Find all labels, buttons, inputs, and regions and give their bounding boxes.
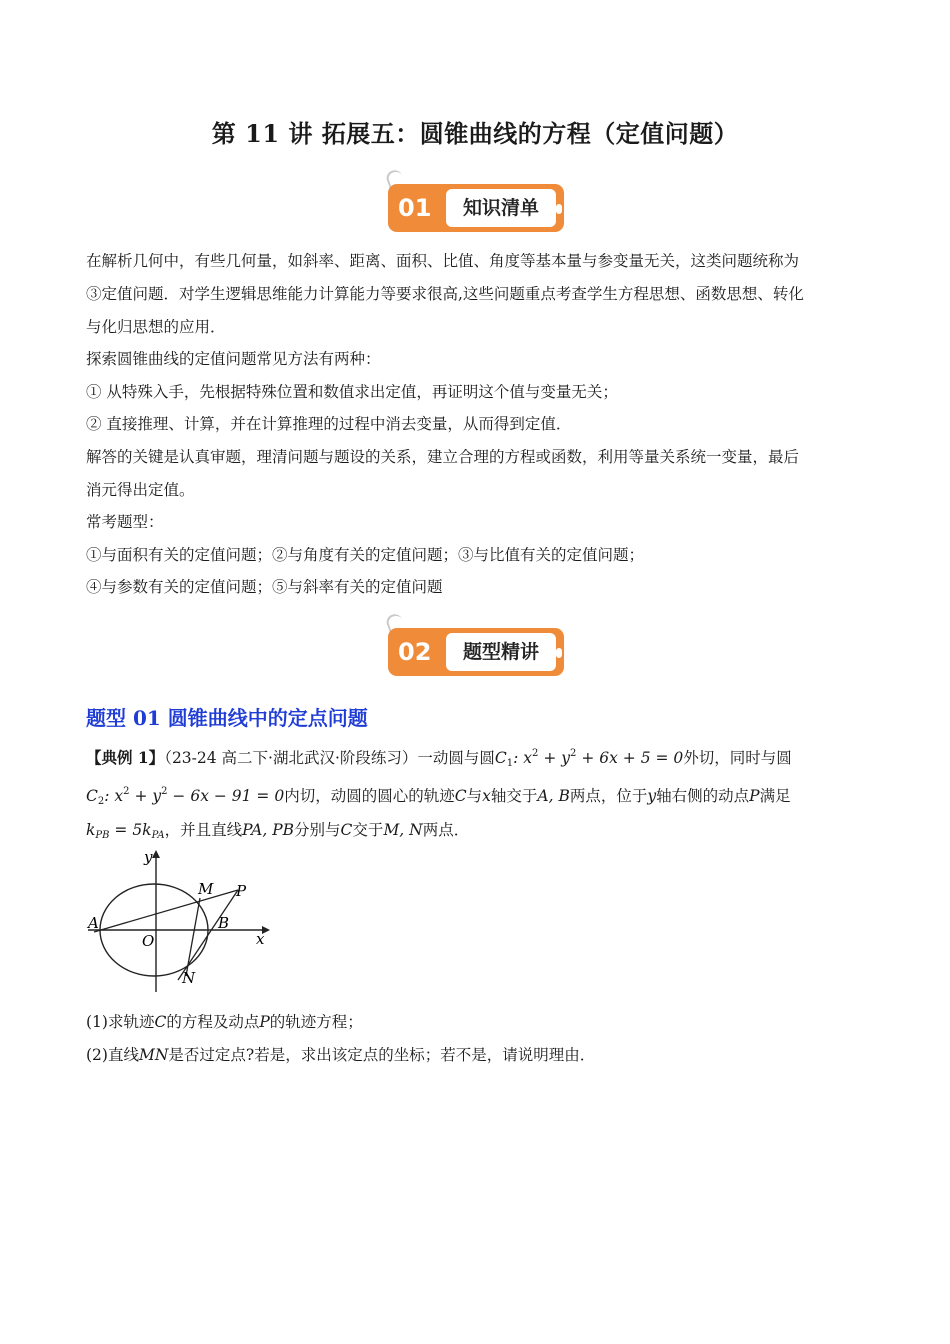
example-line-2 (86, 784, 791, 807)
math-sup: 2 (532, 748, 539, 759)
text: 是否过定点?若是，求出该定点的坐标；若不是，请说明理由． (168, 1046, 596, 1064)
math-sub: 1 (506, 758, 514, 769)
intro-line: 探索圆锥曲线的定值问题常见方法有两种： (86, 350, 381, 368)
math: P (259, 1013, 270, 1031)
math: k (86, 821, 96, 839)
example-source: （23-24 高二下·湖北武汉·阶段练习）一动圆与圆 (164, 749, 495, 767)
math: MN (138, 1046, 169, 1064)
line-pb (178, 890, 238, 980)
label-y: y (144, 848, 153, 866)
text: (1)求轨迹 (86, 1013, 155, 1031)
text: 两点． (422, 821, 470, 839)
math-c1: C (494, 749, 507, 767)
example-line-3 (86, 818, 469, 841)
math-sup: 2 (161, 786, 168, 797)
line-pa (94, 890, 238, 932)
math-c2: C (86, 787, 98, 805)
badge-dot (556, 648, 562, 658)
math-eq: + 6x + 5 = 0 (576, 749, 684, 767)
math-sup: 2 (570, 748, 577, 759)
text: (2)直线 (86, 1046, 139, 1064)
intro-line: 解答的关键是认真审题，理清问题与题设的关系，建立合理的方程或函数，利用等量关系统一变量，最后 (86, 448, 800, 466)
badge-number: 02 (398, 638, 432, 666)
text: ，并且直线 (164, 821, 243, 839)
label-b: B (218, 914, 230, 932)
badge-label: 知识清单 (446, 189, 556, 227)
math: y (647, 787, 657, 805)
question-2 (86, 1043, 595, 1065)
page-title: 第 11 讲 拓展五：圆锥曲线的方程（定值问题） (211, 119, 739, 148)
section-badge-knowledge (388, 178, 566, 232)
math: M, N (383, 821, 423, 839)
math: x (482, 787, 491, 805)
math: C (454, 787, 467, 805)
math: = 5k (109, 821, 152, 839)
math-eq: : x (104, 787, 124, 805)
badge-dot (556, 204, 562, 214)
badge-number: 01 (398, 194, 432, 222)
math: PA, PB (242, 821, 295, 839)
example-tag: 【典例 1】 (86, 748, 165, 767)
text: 交于 (352, 821, 384, 839)
method-item: ② 直接推理、计算，并在计算推理的过程中消去变量，从而得到定值． (86, 415, 572, 433)
label-x: x (256, 930, 265, 948)
question-1 (86, 1010, 363, 1032)
text: 的方程及动点 (166, 1013, 260, 1031)
section-badge-examples (388, 622, 566, 676)
label-n: N (182, 969, 196, 987)
math: P (749, 787, 760, 805)
text: 轴右侧的动点 (656, 787, 750, 805)
label-o: O (142, 932, 155, 950)
math: C (154, 1013, 167, 1031)
text: 两点，位于 (569, 787, 648, 805)
intro-line: ③定值问题．对学生逻辑思维能力计算能力等要求很高,这些问题重点考查学生方程思想、函数思想、转化 (86, 285, 804, 303)
type-list: ④与参数有关的定值问题；⑤与斜率有关的定值问题 (86, 578, 443, 596)
badge-label: 题型精讲 (446, 633, 556, 671)
text: 内切，动圆的圆心的轨迹 (284, 787, 455, 805)
method-item: ① 从特殊入手，先根据特殊位置和数值求出定值，再证明这个值与变量无关； (86, 383, 618, 401)
text: 满足 (759, 787, 791, 805)
math: C (340, 821, 353, 839)
example-line-1 (86, 746, 792, 769)
math-eq: : x (513, 749, 533, 767)
intro-line: 在解析几何中，有些几何量，如斜率、距离、面积、比值、角度等基本量与参变量无关，这类问题统称为 (86, 252, 800, 270)
section-heading: 题型 01 圆锥曲线中的定点问题 (86, 706, 368, 730)
ellipse-figure (86, 846, 276, 996)
math-eq: + y (538, 749, 571, 767)
y-arrow (152, 850, 160, 858)
text: 的轨迹方程； (269, 1013, 363, 1031)
text: 外切，同时与圆 (683, 749, 792, 767)
intro-line: 常考题型： (86, 513, 164, 531)
math-sup: 2 (123, 786, 130, 797)
math-sub: 2 (97, 796, 105, 807)
math-eq: − 6x − 91 = 0 (167, 787, 285, 805)
text: 轴交于 (490, 787, 538, 805)
math: A, B (537, 787, 570, 805)
math-eq: + y (129, 787, 162, 805)
intro-line: 消元得出定值。 (86, 481, 195, 499)
type-list: ①与面积有关的定值问题；②与角度有关的定值问题；③与比值有关的定值问题； (86, 546, 645, 564)
line-mn (186, 898, 200, 976)
math-sub: PA (151, 830, 165, 841)
label-p: P (236, 882, 247, 900)
intro-line: 与化归思想的应用． (86, 318, 226, 336)
math-sub: PB (95, 830, 110, 841)
label-m: M (198, 880, 214, 898)
text: 与 (466, 787, 483, 805)
label-a: A (88, 914, 99, 932)
text: 分别与 (294, 821, 341, 839)
